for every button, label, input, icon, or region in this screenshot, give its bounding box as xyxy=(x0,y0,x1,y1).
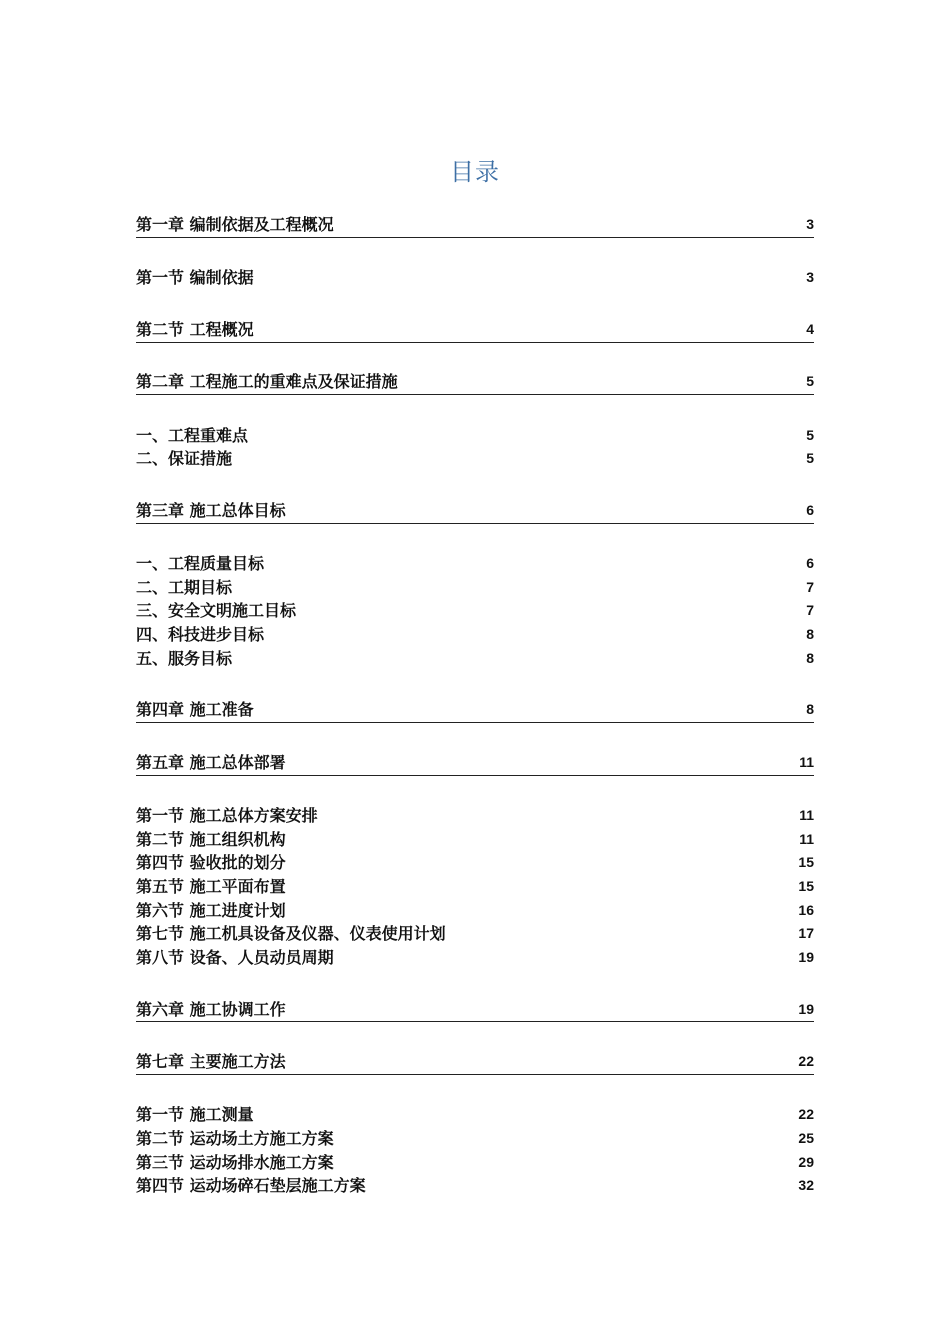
toc-entry-page: 11 xyxy=(799,753,814,770)
toc-entry-page: 25 xyxy=(798,1129,814,1146)
toc-entry-label: 第三节 运动场排水施工方案 xyxy=(136,1152,334,1172)
toc-entry-label: 第四节 运动场碎石垫层施工方案 xyxy=(136,1176,366,1196)
toc-entry-page: 8 xyxy=(806,649,814,666)
toc-entry-page: 19 xyxy=(798,1000,814,1017)
toc-entry-page: 11 xyxy=(799,806,814,823)
toc-entry-label: 四、科技进步目标 xyxy=(136,625,265,645)
toc-entry-label: 第二节 运动场土方施工方案 xyxy=(136,1128,334,1148)
toc-entry-section[interactable] xyxy=(136,1103,814,1127)
toc-entry-section[interactable] xyxy=(136,1174,814,1198)
toc-entry-label: 第一节 施工总体方案安排 xyxy=(136,805,318,825)
toc-entry-label: 第六节 施工进度计划 xyxy=(136,900,286,920)
toc-entry-page: 7 xyxy=(806,578,814,595)
toc-entry-page: 3 xyxy=(806,269,814,286)
toc-list xyxy=(136,214,814,1198)
toc-entry-section[interactable] xyxy=(136,828,814,852)
toc-entry-section[interactable] xyxy=(136,623,814,647)
toc-entry-chapter[interactable] xyxy=(136,1051,814,1075)
toc-entry-label: 第二节 工程概况 xyxy=(136,319,254,339)
toc-entry-label: 第五章 施工总体部署 xyxy=(136,752,286,772)
toc-entry-chapter[interactable] xyxy=(136,500,814,524)
toc-entry-section[interactable] xyxy=(136,424,814,448)
toc-entry-page: 15 xyxy=(798,878,814,895)
toc-entry-label: 三、安全文明施工目标 xyxy=(136,601,297,621)
toc-entry-section[interactable] xyxy=(136,267,814,291)
toc-entry-section[interactable] xyxy=(136,1151,814,1175)
toc-entry-page: 4 xyxy=(806,320,814,337)
toc-entry-page: 8 xyxy=(806,701,814,718)
toc-entry-page: 5 xyxy=(806,426,814,443)
toc-entry-label: 第一章 编制依据及工程概况 xyxy=(136,215,334,235)
toc-entry-label: 第一节 编制依据 xyxy=(136,268,254,288)
toc-entry-label: 一、工程质量目标 xyxy=(136,554,265,574)
toc-entry-page: 8 xyxy=(806,626,814,643)
toc-entry-page: 32 xyxy=(798,1177,814,1194)
toc-entry-page: 6 xyxy=(806,501,814,518)
toc-entry-page: 5 xyxy=(806,450,814,467)
toc-entry-page: 29 xyxy=(798,1153,814,1170)
toc-entry-section[interactable] xyxy=(136,875,814,899)
toc-entry-section[interactable] xyxy=(136,922,814,946)
toc-entry-section[interactable] xyxy=(136,647,814,671)
toc-entry-section[interactable] xyxy=(136,552,814,576)
toc-entry-label: 第二节 施工组织机构 xyxy=(136,829,286,849)
toc-entry-page: 7 xyxy=(806,602,814,619)
toc-entry-label: 第六章 施工协调工作 xyxy=(136,999,286,1019)
toc-entry-label: 一、工程重难点 xyxy=(136,425,249,445)
toc-entry-label: 二、保证措施 xyxy=(136,449,233,469)
toc-entry-label: 第四章 施工准备 xyxy=(136,700,254,720)
toc-entry-page: 22 xyxy=(798,1106,814,1123)
toc-entry-page: 11 xyxy=(799,830,814,847)
toc-entry-section[interactable] xyxy=(136,946,814,970)
toc-entry-chapter[interactable] xyxy=(136,371,814,395)
toc-entry-section[interactable] xyxy=(136,447,814,471)
toc-entry-section[interactable] xyxy=(136,851,814,875)
toc-entry-label: 第一节 施工测量 xyxy=(136,1105,254,1125)
toc-entry-label: 第七章 主要施工方法 xyxy=(136,1052,286,1072)
toc-entry-label: 第七节 施工机具设备及仪器、仪表使用计划 xyxy=(136,924,446,944)
toc-entry-section[interactable] xyxy=(136,599,814,623)
toc-entry-section[interactable] xyxy=(136,899,814,923)
toc-entry-page: 16 xyxy=(798,901,814,918)
toc-entry-chapter[interactable] xyxy=(136,699,814,723)
toc-entry-page: 22 xyxy=(798,1053,814,1070)
toc-entry-page: 17 xyxy=(798,925,814,942)
toc-entry-label: 第四节 验收批的划分 xyxy=(136,853,286,873)
toc-entry-label: 第五节 施工平面布置 xyxy=(136,877,286,897)
toc-entry-page: 19 xyxy=(798,949,814,966)
toc-entry-page: 5 xyxy=(806,373,814,390)
toc-entry-section[interactable] xyxy=(136,319,814,343)
toc-entry-label: 二、工期目标 xyxy=(136,577,233,597)
toc-entry-section[interactable] xyxy=(136,576,814,600)
toc-entry-label: 五、服务目标 xyxy=(136,648,233,668)
toc-entry-label: 第二章 工程施工的重难点及保证措施 xyxy=(136,372,398,392)
toc-entry-label: 第三章 施工总体目标 xyxy=(136,500,286,520)
toc-entry-page: 15 xyxy=(798,854,814,871)
toc-title: 目录 xyxy=(450,158,500,186)
toc-entry-page: 3 xyxy=(806,216,814,233)
toc-entry-chapter[interactable] xyxy=(136,214,814,238)
toc-entry-section[interactable] xyxy=(136,1127,814,1151)
toc-entry-chapter[interactable] xyxy=(136,998,814,1022)
toc-entry-label: 第八节 设备、人员动员周期 xyxy=(136,948,334,968)
toc-entry-page: 6 xyxy=(806,555,814,572)
toc-entry-chapter[interactable] xyxy=(136,752,814,776)
toc-entry-section[interactable] xyxy=(136,804,814,828)
